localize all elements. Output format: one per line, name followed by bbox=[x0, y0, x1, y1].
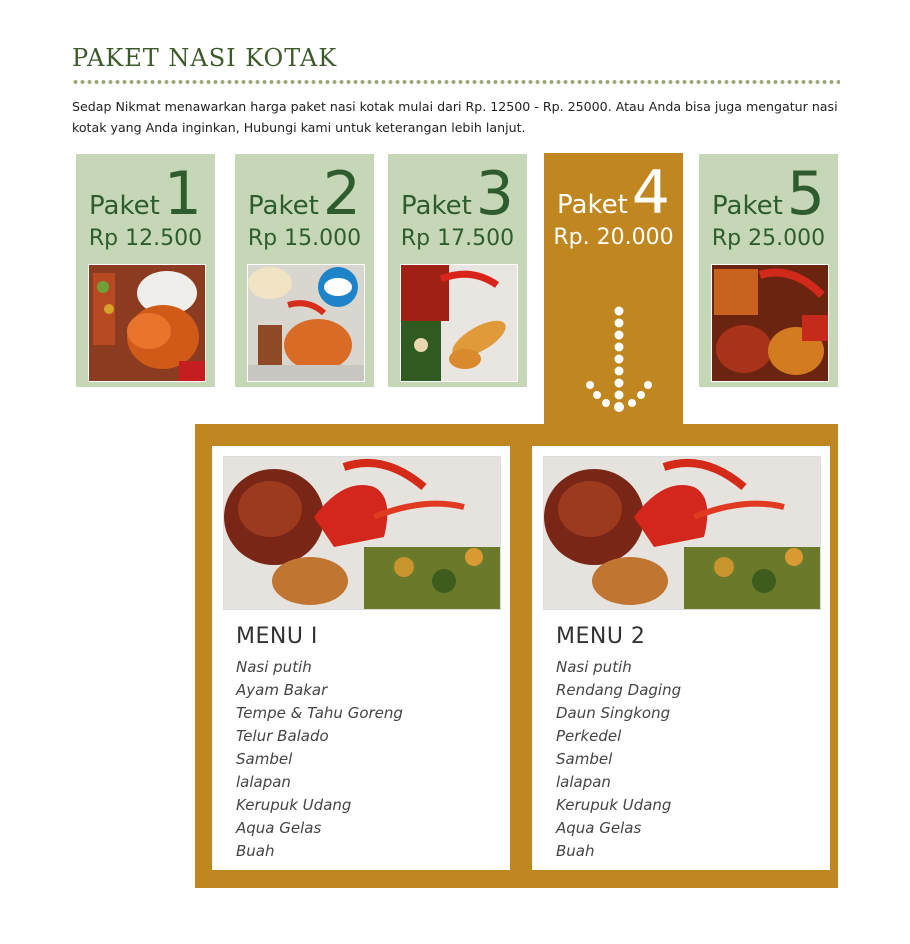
package-number: 5 bbox=[786, 159, 825, 229]
package-price: Rp 17.500 bbox=[400, 226, 515, 251]
menu-item: Aqua Gelas bbox=[236, 819, 322, 837]
menu-item: Tempe & Tahu Goreng bbox=[236, 704, 403, 722]
package-label: Paket bbox=[401, 191, 472, 221]
menu-item: Nasi putih bbox=[556, 658, 632, 676]
menu-item: Daun Singkong bbox=[556, 704, 671, 722]
menu-item: Perkedel bbox=[556, 727, 622, 745]
package-number: 4 bbox=[631, 158, 670, 228]
package-card-5[interactable] bbox=[699, 154, 838, 387]
package-label: Paket bbox=[89, 191, 160, 221]
package-price: Rp 12.500 bbox=[88, 226, 203, 251]
menu-item: Ayam Bakar bbox=[236, 681, 328, 699]
package-number: 3 bbox=[475, 159, 514, 229]
menu-item-list bbox=[236, 656, 403, 863]
page-title: PAKET NASI KOTAK bbox=[72, 44, 338, 72]
food-photo-1 bbox=[88, 264, 206, 382]
package-label: Paket bbox=[248, 191, 319, 221]
arrow-down-icon bbox=[584, 303, 654, 419]
package-card-4-selected[interactable] bbox=[544, 153, 683, 425]
package-price: Rp 25.000 bbox=[711, 226, 826, 251]
package-price: Rp. 20.000 bbox=[553, 225, 674, 250]
selected-package-panel bbox=[195, 424, 838, 888]
package-card-2[interactable] bbox=[235, 154, 374, 387]
package-label: Paket bbox=[712, 191, 783, 221]
menu-item: Aqua Gelas bbox=[556, 819, 642, 837]
menu-item: Sambel bbox=[556, 750, 613, 768]
dotted-divider bbox=[72, 79, 840, 85]
menu-photo-2 bbox=[543, 456, 821, 610]
menu-photo-1 bbox=[223, 456, 501, 610]
menu-item: Buah bbox=[236, 842, 275, 860]
menu-title: MENU I bbox=[236, 624, 318, 649]
intro-text: Sedap Nikmat menawarkan harga paket nasi kotak mulai dari Rp. 12500 - Rp. 25000. Atau Anda bisa juga mengatur nasi kotak yang Anda inginkan, Hubungi kami untuk keterangan lebih lanjut. bbox=[72, 99, 838, 135]
menu-item: Kerupuk Udang bbox=[236, 796, 352, 814]
menu-item: Sambel bbox=[236, 750, 293, 768]
package-label: Paket bbox=[557, 190, 628, 220]
menu-item: Nasi putih bbox=[236, 658, 312, 676]
menu-item: lalapan bbox=[556, 773, 611, 791]
package-price: Rp 15.000 bbox=[247, 226, 362, 251]
menu-item: Kerupuk Udang bbox=[556, 796, 672, 814]
menu-card-1 bbox=[212, 446, 510, 870]
food-photo-5 bbox=[711, 264, 829, 382]
food-photo-2 bbox=[247, 264, 365, 382]
package-card-1[interactable] bbox=[76, 154, 215, 387]
menu-item: lalapan bbox=[236, 773, 291, 791]
menu-item: Buah bbox=[556, 842, 595, 860]
package-number: 1 bbox=[163, 159, 202, 229]
menu-item-list bbox=[556, 656, 681, 863]
menu-item: Telur Balado bbox=[236, 727, 329, 745]
package-card-3[interactable] bbox=[388, 154, 527, 387]
food-photo-3 bbox=[400, 264, 518, 382]
menu-item: Rendang Daging bbox=[556, 681, 682, 699]
menu-card-2 bbox=[532, 446, 830, 870]
menu-title: MENU 2 bbox=[556, 624, 646, 649]
package-number: 2 bbox=[322, 159, 361, 229]
